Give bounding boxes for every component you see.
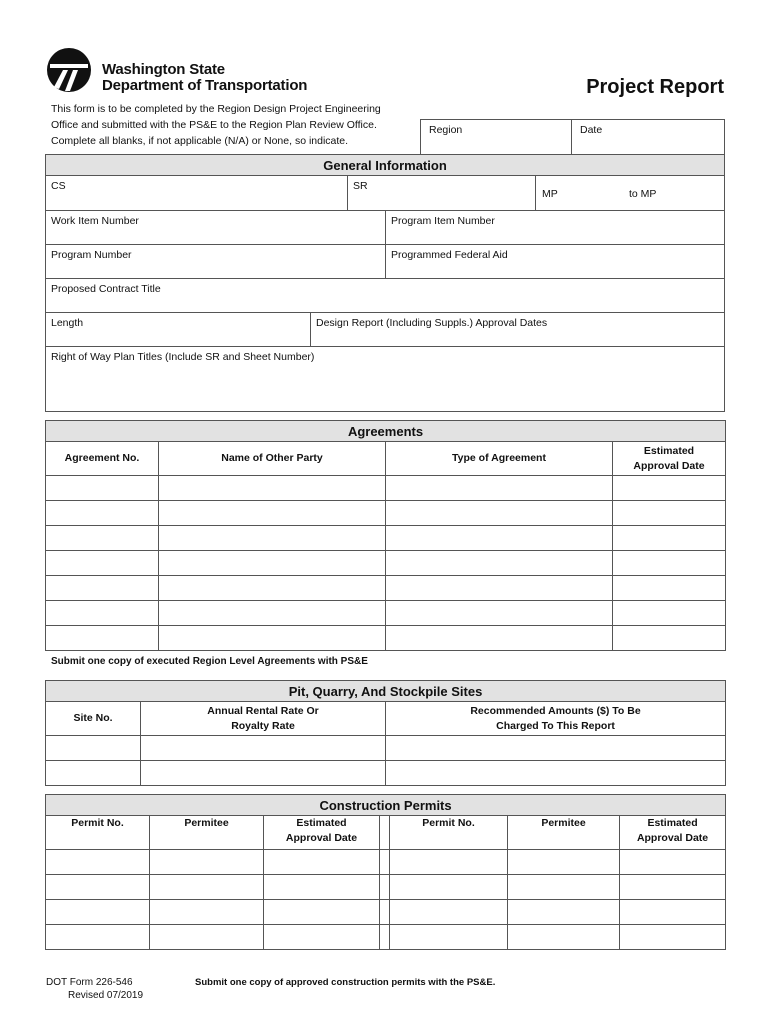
table-row bbox=[46, 601, 726, 626]
sr-field[interactable] bbox=[348, 176, 536, 210]
table-row bbox=[46, 551, 726, 576]
table-cell[interactable] bbox=[390, 900, 508, 925]
table-cell[interactable] bbox=[613, 476, 726, 501]
table-cell[interactable] bbox=[264, 900, 380, 925]
permit-approval-header-left bbox=[264, 816, 380, 850]
table-cell[interactable] bbox=[141, 761, 386, 786]
table-row bbox=[46, 476, 726, 501]
table-cell[interactable] bbox=[264, 925, 380, 950]
table-cell[interactable] bbox=[613, 576, 726, 601]
table-cell[interactable] bbox=[386, 601, 613, 626]
region-field[interactable] bbox=[420, 119, 572, 154]
form-revised: Revised 07/2019 bbox=[68, 990, 144, 1001]
region-label: Region bbox=[429, 124, 463, 136]
table-cell[interactable] bbox=[46, 601, 159, 626]
date-label: Date bbox=[580, 124, 603, 136]
table-cell[interactable] bbox=[46, 576, 159, 601]
table-cell[interactable] bbox=[159, 551, 386, 576]
table-cell[interactable] bbox=[508, 900, 620, 925]
table-cell[interactable] bbox=[613, 526, 726, 551]
table-cell[interactable] bbox=[159, 626, 386, 651]
table-cell[interactable] bbox=[46, 900, 150, 925]
table-cell[interactable] bbox=[386, 526, 613, 551]
general-info-section bbox=[45, 154, 725, 412]
agreements-table bbox=[45, 420, 726, 651]
table-cell[interactable] bbox=[508, 875, 620, 900]
table-row bbox=[46, 736, 726, 761]
table-cell[interactable] bbox=[46, 501, 159, 526]
table-cell[interactable] bbox=[46, 476, 159, 501]
table-cell[interactable] bbox=[620, 875, 726, 900]
table-cell[interactable] bbox=[46, 850, 150, 875]
table-cell[interactable] bbox=[613, 626, 726, 651]
recommended-amounts-header bbox=[386, 702, 726, 736]
permit-no-header-left: Permit No. bbox=[46, 816, 150, 850]
table-cell[interactable] bbox=[620, 850, 726, 875]
agreements-note: Submit one copy of executed Region Level Agreements with PS&E bbox=[51, 656, 368, 667]
table-cell[interactable] bbox=[150, 925, 264, 950]
table-cell[interactable] bbox=[159, 576, 386, 601]
table-cell[interactable] bbox=[46, 626, 159, 651]
agreements-header: Agreements bbox=[46, 421, 726, 442]
program-number-field[interactable] bbox=[46, 245, 386, 278]
agreement-no-header: Agreement No. bbox=[46, 442, 159, 476]
table-row bbox=[46, 875, 726, 900]
recommended-amounts-header-line1: Recommended Amounts ($) To Be bbox=[470, 704, 641, 717]
program-number-label: Program Number bbox=[51, 249, 132, 261]
table-cell[interactable] bbox=[386, 501, 613, 526]
permit-approval-header-left-line1: Estimated bbox=[296, 817, 347, 829]
table-cell[interactable] bbox=[159, 501, 386, 526]
table-cell[interactable] bbox=[386, 476, 613, 501]
general-info-header: General Information bbox=[46, 155, 724, 176]
contract-title-field[interactable] bbox=[46, 279, 724, 313]
table-cell[interactable] bbox=[508, 850, 620, 875]
page-title: Project Report bbox=[586, 76, 724, 98]
table-cell[interactable] bbox=[613, 551, 726, 576]
permit-approval-header-right bbox=[620, 816, 726, 850]
agreement-approval-header-line2: Approval Date bbox=[633, 459, 705, 472]
cs-sr-row bbox=[46, 176, 724, 211]
table-cell[interactable] bbox=[386, 551, 613, 576]
permit-approval-header-left-line2: Approval Date bbox=[285, 832, 358, 844]
permitee-header-right: Permitee bbox=[508, 816, 620, 850]
table-cell[interactable] bbox=[150, 900, 264, 925]
agreement-type-header: Type of Agreement bbox=[386, 442, 613, 476]
to-mp-label: to MP bbox=[629, 188, 657, 200]
divider-cell bbox=[380, 900, 390, 925]
table-cell[interactable] bbox=[264, 875, 380, 900]
table-cell[interactable] bbox=[390, 850, 508, 875]
permits-header: Construction Permits bbox=[46, 795, 726, 816]
divider-cell bbox=[380, 850, 390, 875]
pits-header: Pit, Quarry, And Stockpile Sites bbox=[46, 681, 726, 702]
table-row bbox=[46, 761, 726, 786]
divider-cell bbox=[380, 875, 390, 900]
permit-approval-header-right-line1: Estimated bbox=[647, 817, 698, 829]
table-cell[interactable] bbox=[390, 925, 508, 950]
table-cell[interactable] bbox=[159, 476, 386, 501]
row-plan-field[interactable] bbox=[46, 347, 724, 411]
table-cell[interactable] bbox=[620, 900, 726, 925]
table-row bbox=[46, 576, 726, 601]
table-cell[interactable] bbox=[508, 925, 620, 950]
length-row bbox=[46, 313, 724, 347]
work-item-label: Work Item Number bbox=[51, 215, 139, 227]
table-cell[interactable] bbox=[620, 925, 726, 950]
instructions-line3: Complete all blanks, if not applicable (N/A) or None, so indicate. bbox=[51, 135, 349, 147]
site-no-header: Site No. bbox=[46, 702, 141, 736]
table-cell[interactable] bbox=[46, 875, 150, 900]
permits-note: Submit one copy of approved construction permits with the PS&E. bbox=[195, 977, 496, 988]
federal-aid-field[interactable] bbox=[386, 245, 724, 278]
permit-no-header-right: Permit No. bbox=[390, 816, 508, 850]
table-cell[interactable] bbox=[386, 761, 726, 786]
rental-rate-header-line2: Royalty Rate bbox=[231, 719, 295, 732]
contract-title-label: Proposed Contract Title bbox=[51, 283, 161, 295]
cs-field[interactable] bbox=[46, 176, 348, 210]
program-number-row bbox=[46, 245, 724, 279]
table-row bbox=[46, 850, 726, 875]
table-row bbox=[46, 925, 726, 950]
table-cell[interactable] bbox=[159, 601, 386, 626]
divider-cell bbox=[380, 925, 390, 950]
table-row bbox=[46, 501, 726, 526]
form-number: DOT Form 226-546 bbox=[46, 977, 133, 988]
table-row bbox=[46, 526, 726, 551]
divider-cell bbox=[380, 816, 390, 850]
permitee-header-left: Permitee bbox=[150, 816, 264, 850]
work-item-row bbox=[46, 211, 724, 245]
table-cell[interactable] bbox=[46, 736, 141, 761]
instructions-line1: This form is to be completed by the Region Design Project Engineering bbox=[51, 103, 381, 115]
table-row bbox=[46, 900, 726, 925]
mp-label: MP bbox=[542, 188, 558, 200]
table-cell[interactable] bbox=[613, 501, 726, 526]
pits-table bbox=[45, 680, 726, 786]
table-cell[interactable] bbox=[390, 875, 508, 900]
table-cell[interactable] bbox=[46, 925, 150, 950]
design-report-field[interactable] bbox=[311, 313, 724, 346]
table-cell[interactable] bbox=[46, 761, 141, 786]
program-item-label: Program Item Number bbox=[391, 215, 495, 227]
instructions-line2: Office and submitted with the PS&E to the Region Plan Review Office. bbox=[51, 119, 377, 131]
agreement-approval-header-line1: Estimated bbox=[643, 444, 695, 457]
table-cell[interactable] bbox=[150, 875, 264, 900]
design-report-label: Design Report (Including Suppls.) Approval Dates bbox=[316, 317, 548, 329]
org-name-line2: Department of Transportation bbox=[102, 77, 308, 94]
recommended-amounts-header-line2: Charged To This Report bbox=[496, 719, 615, 732]
table-cell[interactable] bbox=[386, 626, 613, 651]
table-cell[interactable] bbox=[613, 601, 726, 626]
program-item-field[interactable] bbox=[386, 211, 724, 244]
org-name-line1: Washington State bbox=[102, 61, 225, 78]
table-cell[interactable] bbox=[386, 576, 613, 601]
row-plan-label: Right of Way Plan Titles (Include SR and Sheet Number) bbox=[51, 351, 315, 363]
table-cell[interactable] bbox=[46, 526, 159, 551]
date-field[interactable] bbox=[571, 119, 725, 154]
table-cell[interactable] bbox=[150, 850, 264, 875]
permit-approval-header-right-line2: Approval Date bbox=[636, 832, 709, 844]
length-field[interactable] bbox=[46, 313, 311, 346]
length-label: Length bbox=[51, 317, 84, 329]
agreement-approval-header bbox=[613, 442, 726, 476]
sr-label: SR bbox=[353, 180, 368, 192]
rental-rate-header-line1: Annual Rental Rate Or bbox=[207, 704, 319, 717]
table-cell[interactable] bbox=[386, 736, 726, 761]
table-row bbox=[46, 626, 726, 651]
table-cell[interactable] bbox=[46, 551, 159, 576]
permits-table bbox=[45, 794, 726, 950]
other-party-header: Name of Other Party bbox=[159, 442, 386, 476]
mp-field[interactable] bbox=[536, 176, 724, 210]
cs-label: CS bbox=[51, 180, 66, 192]
table-cell[interactable] bbox=[141, 736, 386, 761]
federal-aid-label: Programmed Federal Aid bbox=[391, 249, 508, 261]
work-item-field[interactable] bbox=[46, 211, 386, 244]
rental-rate-header bbox=[141, 702, 386, 736]
table-cell[interactable] bbox=[159, 526, 386, 551]
wsdot-logo-icon bbox=[46, 47, 92, 93]
table-cell[interactable] bbox=[264, 850, 380, 875]
